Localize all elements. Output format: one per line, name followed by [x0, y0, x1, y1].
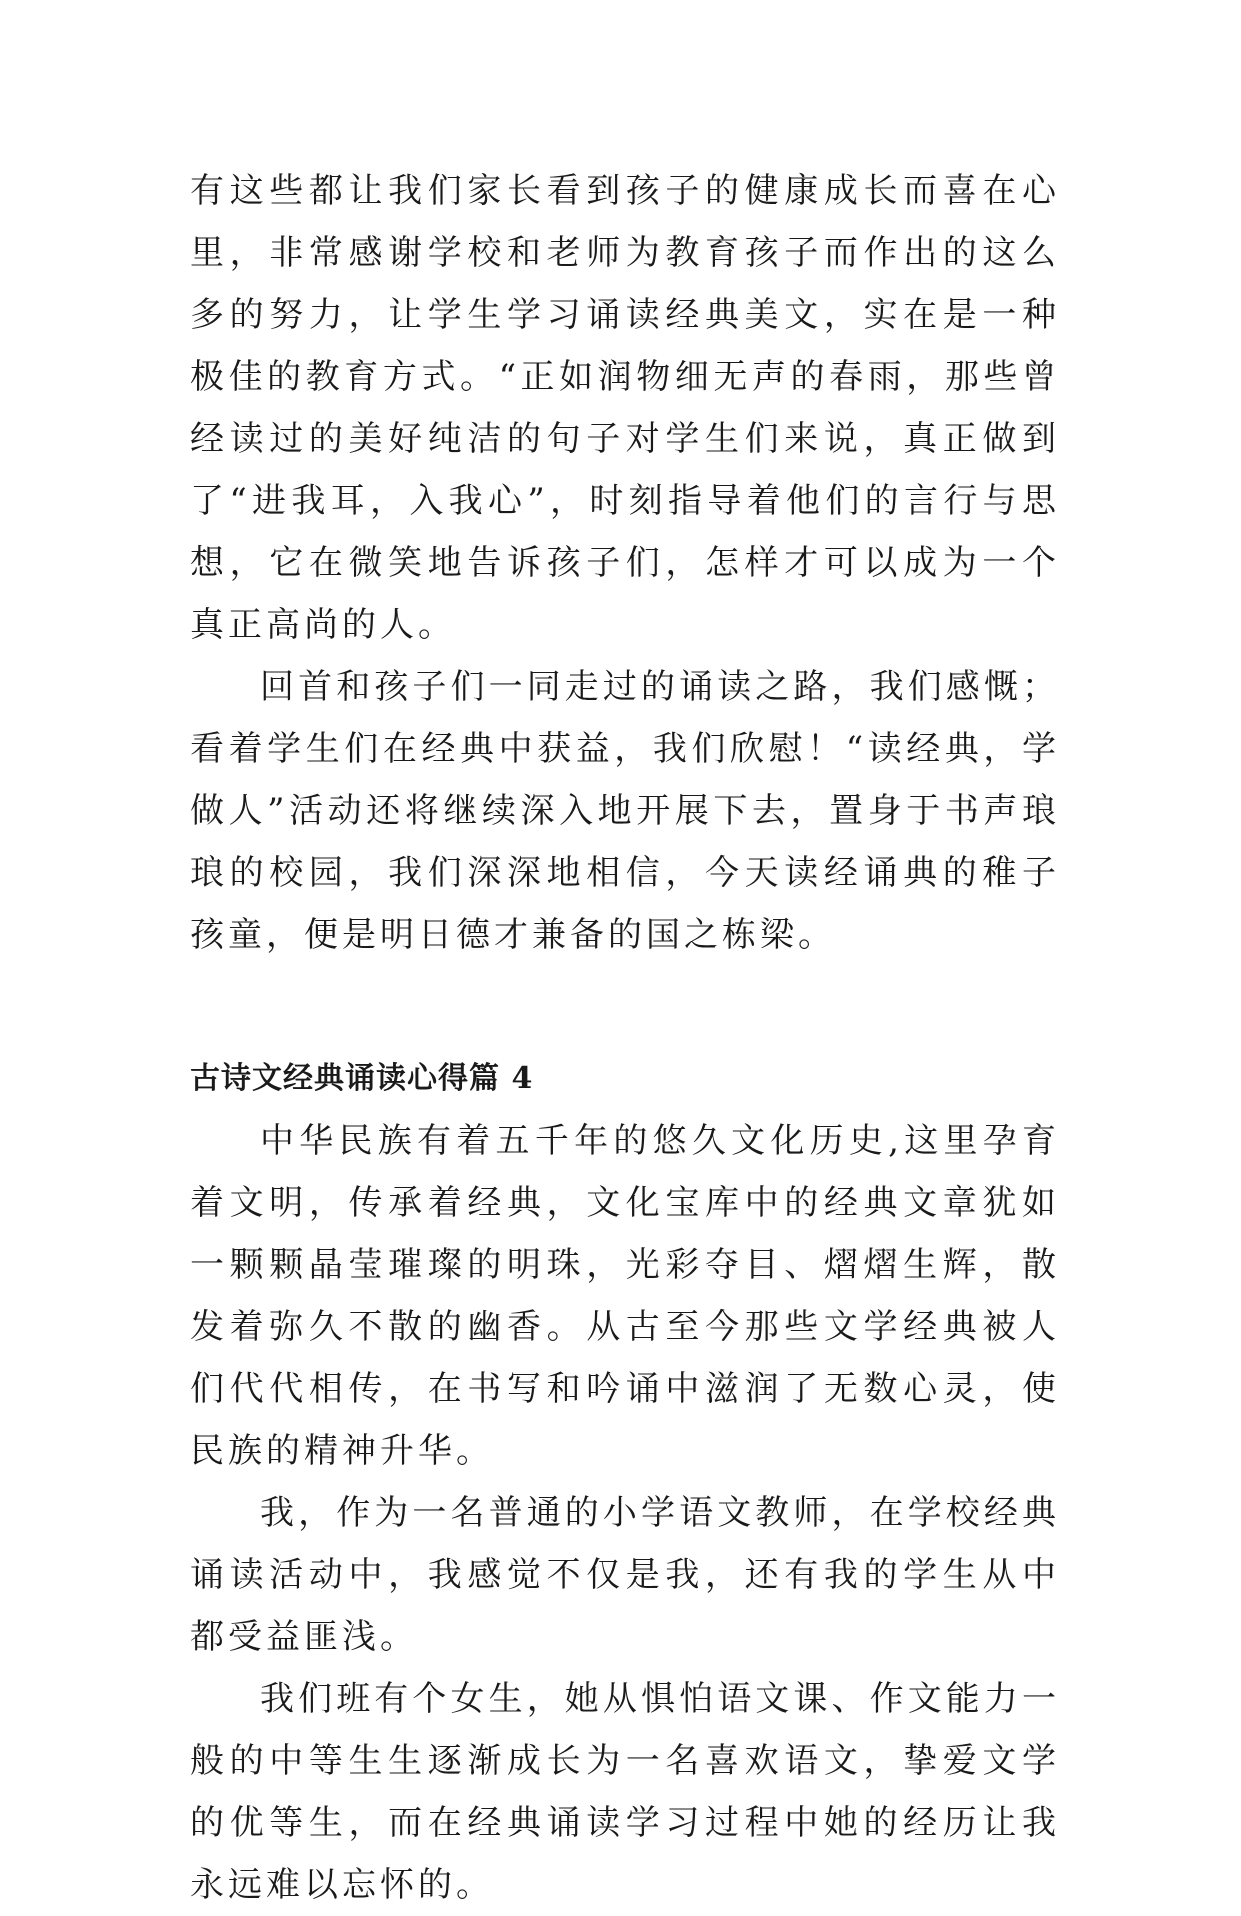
paragraph-1: 中华民族有着五千年的悠久文化历史,这里孕育着文明，传承着经典，文化宝库中的经典文章犹如一颗颗晶莹璀璨的明珠，光彩夺目、熠熠生辉，散发着弥久不散的幽香。从古至今那些文学经典被人们代代相传，在书写和吟诵中滋润了无数心灵，使民族的精神升华。	[190, 1121, 1060, 1471]
paragraph-continued: 有这些都让我们家长看到孩子的健康成长而喜在心里，非常感谢学校和老师为教育孩子而作出的这么多的努力，让学生学习诵读经典美文，实在是一种极佳的教育方式。“正如润物细无声的春雨，那些曾经读过的美好纯洁的句子对学生们来说，真正做到了“进我耳，入我心”，时刻指导着他们的言行与思想，它在微笑地告诉孩子们，怎样才可以成为一个真正高尚的人。	[190, 171, 1060, 645]
paragraph-3: 我们班有个女生，她从惧怕语文课、作文能力一般的中等生生逐渐成长为一名喜欢语文，挚爱文学的优等生，而在经典诵读学习过程中她的经历让我永远难以忘怀的。	[190, 1679, 1060, 1905]
paragraph-2: 我，作为一名普通的小学语文教师，在学校经典诵读活动中，我感觉不仅是我，还有我的学生从中都受益匪浅。	[190, 1493, 1060, 1657]
document-page	[190, 160, 1060, 1916]
section-spacer	[190, 966, 1060, 1048]
section-four	[190, 1048, 1060, 1916]
section-heading: 古诗文经典诵读心得篇 4	[190, 1061, 534, 1096]
section-three-tail	[190, 160, 1060, 966]
paragraph-closing: 回首和孩子们一同走过的诵读之路，我们感慨；看着学生们在经典中获益，我们欣慰！“读经典，学做人”活动还将继续深入地开展下去，置身于书声琅琅的校园，我们深深地相信，今天读经诵典的稚子孩童，便是明日德才兼备的国之栋梁。	[190, 667, 1060, 955]
